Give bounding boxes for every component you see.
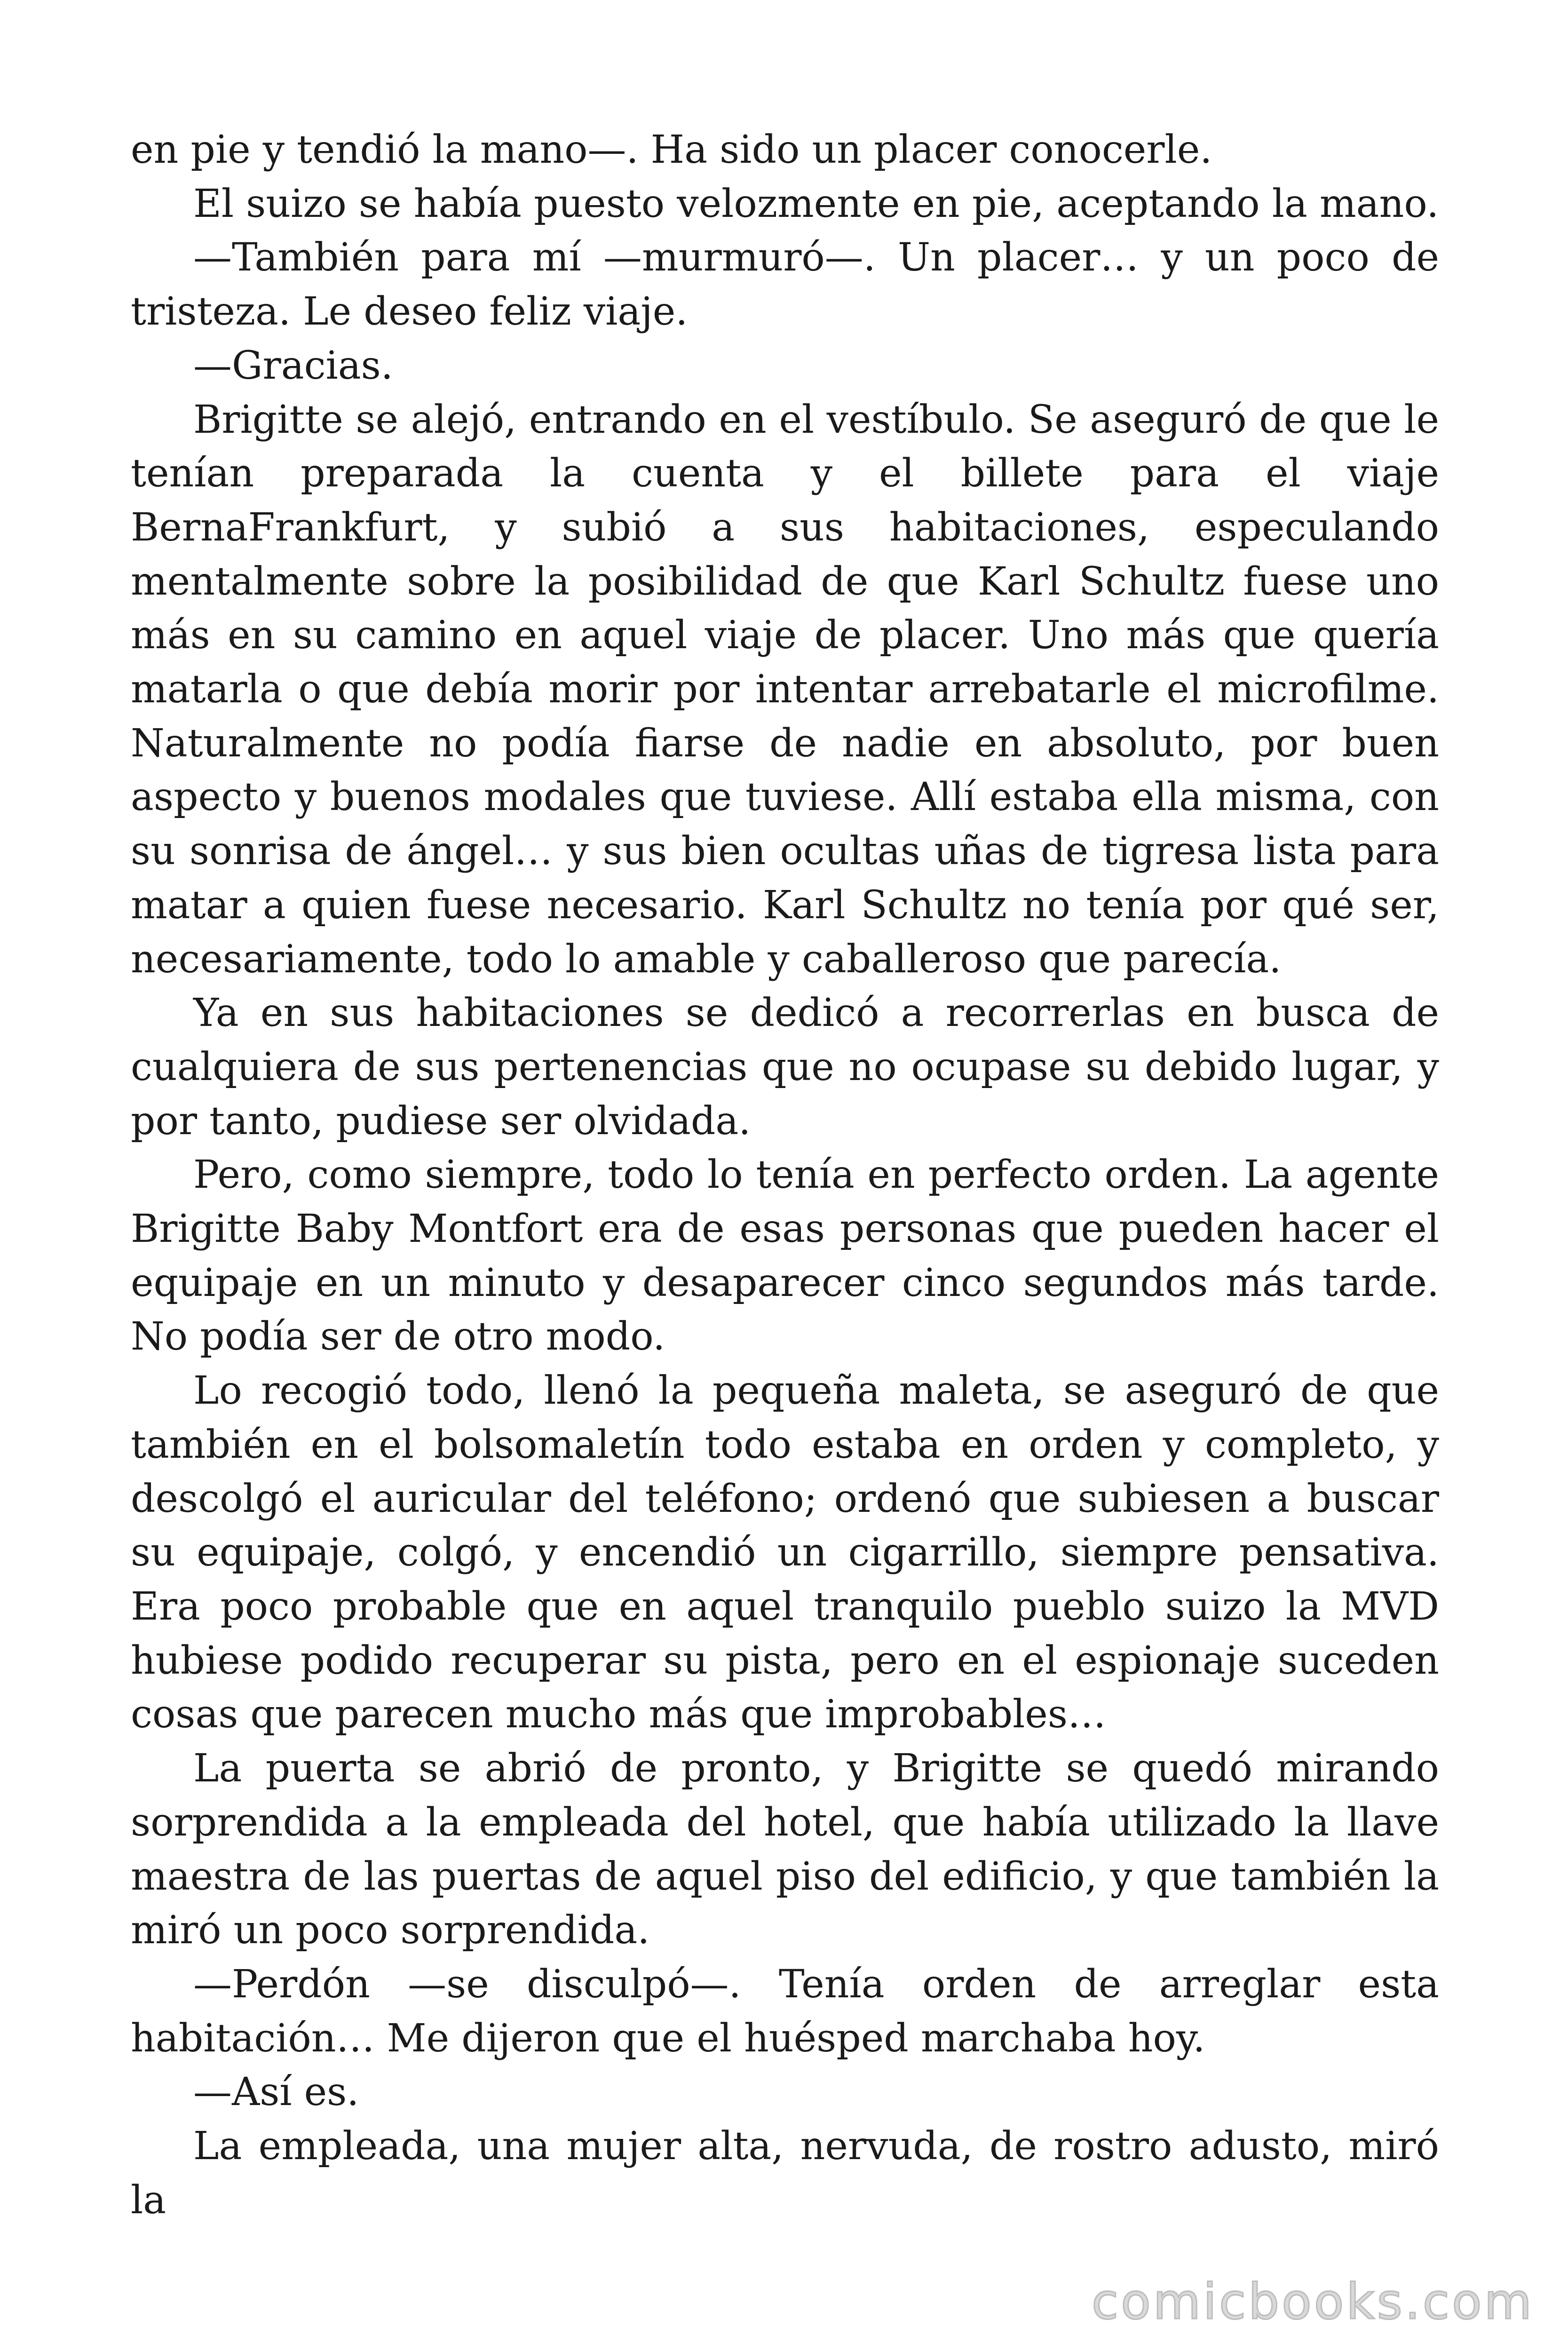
paragraph-9: La puerta se abrió de pronto, y Brigitte se quedó mirando sorprendida a la empleada del hotel, que había utilizado la llave maestra de las puertas de aquel piso del edificio, y que también la miró un poco sorprendida.: [131, 1746, 1439, 1953]
paragraph-7: Pero, como siempre, todo lo tenía en perfecto orden. La agente Brigitte Baby Montfort era de esas personas que pueden hacer el equipaje en un minuto y desaparecer cinco segundos más tarde. No podía ser de otro modo.: [131, 1152, 1439, 1359]
paragraph-4: —Gracias.: [193, 343, 393, 388]
paragraph-10: —Perdón —se disculpó—. Tenía orden de arreglar esta habitación… Me dijeron que el huésped marchaba hoy.: [131, 1962, 1439, 2061]
watermark-text: comicbooks.com: [1091, 2273, 1534, 2330]
paragraph-12: La empleada, una mujer alta, nervuda, de rostro adusto, miró la: [131, 2124, 1439, 2223]
paragraph-3: —También para mí —murmuró—. Un placer… y un poco de tristeza. Le deseo feliz viaje.: [131, 235, 1439, 334]
paragraph-2: El suizo se había puesto velozmente en pie, aceptando la mano.: [193, 181, 1439, 226]
paragraph-8: Lo recogió todo, llenó la pequeña maleta, se aseguró de que también en el bolsomaletín todo estaba en orden y completo, y descolgó el auricular del teléfono; ordenó que subiesen a buscar su equipaje, colgó, y encendió un cigarrillo, siempre pensativa. Era poco probable que en aquel tranquilo pueblo suizo la MVD hubiese podido recuperar su pista, pero en el espionaje suceden cosas que parecen mucho más que improbables…: [131, 1368, 1439, 1737]
paragraph-1: en pie y tendió la mano—. Ha sido un placer conocerle.: [131, 127, 1212, 172]
page-body-text: [131, 123, 1439, 2227]
paragraph-5: Brigitte se alejó, entrando en el vestíbulo. Se aseguró de que le tenían preparada la cuenta y el billete para el viaje BernaFrankfurt, y subió a sus habitaciones, especulando mentalmente sobre la posibilidad de que Karl Schultz fuese uno más en su camino en aquel viaje de placer. Uno más que quería matarla o que debía morir por intentar arrebatarle el microfilme. Naturalmente no podía fiarse de nadie en absoluto, por buen aspecto y buenos modales que tuviese. Allí estaba ella misma, con su sonrisa de ángel… y sus bien ocultas uñas de tigresa lista para matar a quien fuese necesario. Karl Schultz no tenía por qué ser, necesariamente, todo lo amable y caballeroso que parecía.: [131, 397, 1439, 982]
paragraph-11: —Así es.: [193, 2070, 359, 2115]
paragraph-6: Ya en sus habitaciones se dedicó a recorrerlas en busca de cualquiera de sus pertenencias que no ocupase su debido lugar, y por tanto, pudiese ser olvidada.: [131, 991, 1439, 1144]
